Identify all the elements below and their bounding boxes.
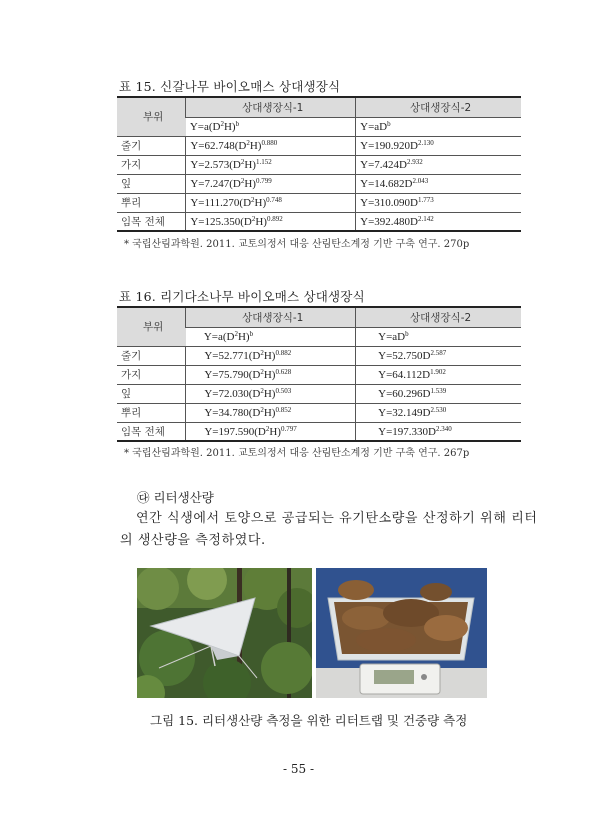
table-row xyxy=(117,174,521,193)
part-cell: 임목 전체 xyxy=(117,422,186,441)
formula-1-general: $Y=a(D^2H)^b$ xyxy=(186,117,356,136)
part-cell: 줄기 xyxy=(117,346,186,365)
formula-1-cell: $Y=72.030(D^2H)^{0.503}$ xyxy=(186,384,356,403)
part-header: 부위 xyxy=(117,97,186,136)
table-row xyxy=(117,193,521,212)
table-row xyxy=(117,384,521,403)
formula-2-header: 상대생장식-2 xyxy=(356,307,521,327)
formula-1-cell: $Y=197.590(D^2H)^{0.797}$ xyxy=(186,422,356,441)
litter-scale-image xyxy=(316,568,487,698)
part-cell: 가지 xyxy=(117,155,186,174)
formula-2-cell: $Y=60.296D^{1.539}$ xyxy=(356,384,521,403)
formula-1-general: $Y=a(D^2H)^b$ xyxy=(186,327,356,346)
part-cell: 잎 xyxy=(117,384,186,403)
table-row xyxy=(117,212,521,231)
table-15 xyxy=(117,96,521,232)
page-number: - 55 - xyxy=(283,762,315,776)
formula-1-cell: $Y=7.247(D^2H)^{0.799}$ xyxy=(186,174,356,193)
formula-1-cell: $Y=125.350(D^2H)^{0.892}$ xyxy=(186,212,356,231)
table-15-source: * 국립산림과학원. 2011. 교토의정서 대응 산림탄소계정 기반 구축 연구. 270p xyxy=(124,239,470,250)
formula-2-cell: $Y=197.330D^{2.340}$ xyxy=(356,422,521,441)
litter-trap-photo xyxy=(137,568,312,698)
part-cell: 뿌리 xyxy=(117,403,186,422)
formula-2-cell: $Y=392.480D^{2.142}$ xyxy=(356,212,521,231)
formula-2-cell: $Y=14.682D^{2.043}$ xyxy=(356,174,521,193)
part-cell: 뿌리 xyxy=(117,193,186,212)
table-row xyxy=(117,136,521,155)
figure-15-caption: 그림 15. 리터생산량 측정을 위한 리터트랩 및 건중량 측정 xyxy=(150,713,468,728)
table-row xyxy=(117,365,521,384)
formula-2-header: 상대생장식-2 xyxy=(356,97,521,117)
part-cell: 잎 xyxy=(117,174,186,193)
table-row xyxy=(117,403,521,422)
part-cell: 가지 xyxy=(117,365,186,384)
table-row xyxy=(117,346,521,365)
formula-2-cell: $Y=190.920D^{2.130}$ xyxy=(356,136,521,155)
formula-1-header: 상대생장식-1 xyxy=(186,97,356,117)
formula-1-cell: $Y=34.780(D^2H)^{0.852}$ xyxy=(186,403,356,422)
section-heading: ㉰ 리터생산량 xyxy=(137,490,214,505)
formula-1-cell: $Y=62.748(D^2H)^{0.880}$ xyxy=(186,136,356,155)
formula-1-cell: $Y=75.790(D^2H)^{0.628}$ xyxy=(186,365,356,384)
formula-2-general: $Y=aD^b$ xyxy=(356,327,521,346)
formula-2-general: $Y=aD^b$ xyxy=(356,117,521,136)
formula-1-cell: $Y=2.573(D^2H)^{1.152}$ xyxy=(186,155,356,174)
formula-2-cell: $Y=64.112D^{1.902}$ xyxy=(356,365,521,384)
part-cell: 임목 전체 xyxy=(117,212,186,231)
table-15-caption: 표 15. 신갈나무 바이오매스 상대생장식 xyxy=(119,79,341,94)
formula-2-cell: $Y=7.424D^{2.932}$ xyxy=(356,155,521,174)
table-row xyxy=(117,155,521,174)
formula-1-cell: $Y=111.270(D^2H)^{0.748}$ xyxy=(186,193,356,212)
formula-2-cell: $Y=32.149D^{2.530}$ xyxy=(356,403,521,422)
table-16-source: * 국립산림과학원. 2011. 교토의정서 대응 산림탄소계정 기반 구축 연구. 267p xyxy=(124,448,470,459)
part-cell: 줄기 xyxy=(117,136,186,155)
litter-scale-photo xyxy=(316,568,487,698)
formula-1-header: 상대생장식-1 xyxy=(186,307,356,327)
formula-2-cell: $Y=310.090D^{1.773}$ xyxy=(356,193,521,212)
table-16-caption: 표 16. 리기다소나무 바이오매스 상대생장식 xyxy=(119,289,365,304)
formula-1-cell: $Y=52.771(D^2H)^{0.882}$ xyxy=(186,346,356,365)
table-row xyxy=(117,422,521,441)
body-paragraph-line-2: 의 생산량을 측정하였다. xyxy=(120,533,266,548)
body-paragraph-line-1: 연간 식생에서 토양으로 공급되는 유기탄소량을 산정하기 위해 리터 xyxy=(136,511,538,526)
litter-trap-image xyxy=(137,568,312,698)
part-header: 부위 xyxy=(117,307,186,346)
table-16 xyxy=(117,306,521,442)
formula-2-cell: $Y=52.750D^{2.587}$ xyxy=(356,346,521,365)
